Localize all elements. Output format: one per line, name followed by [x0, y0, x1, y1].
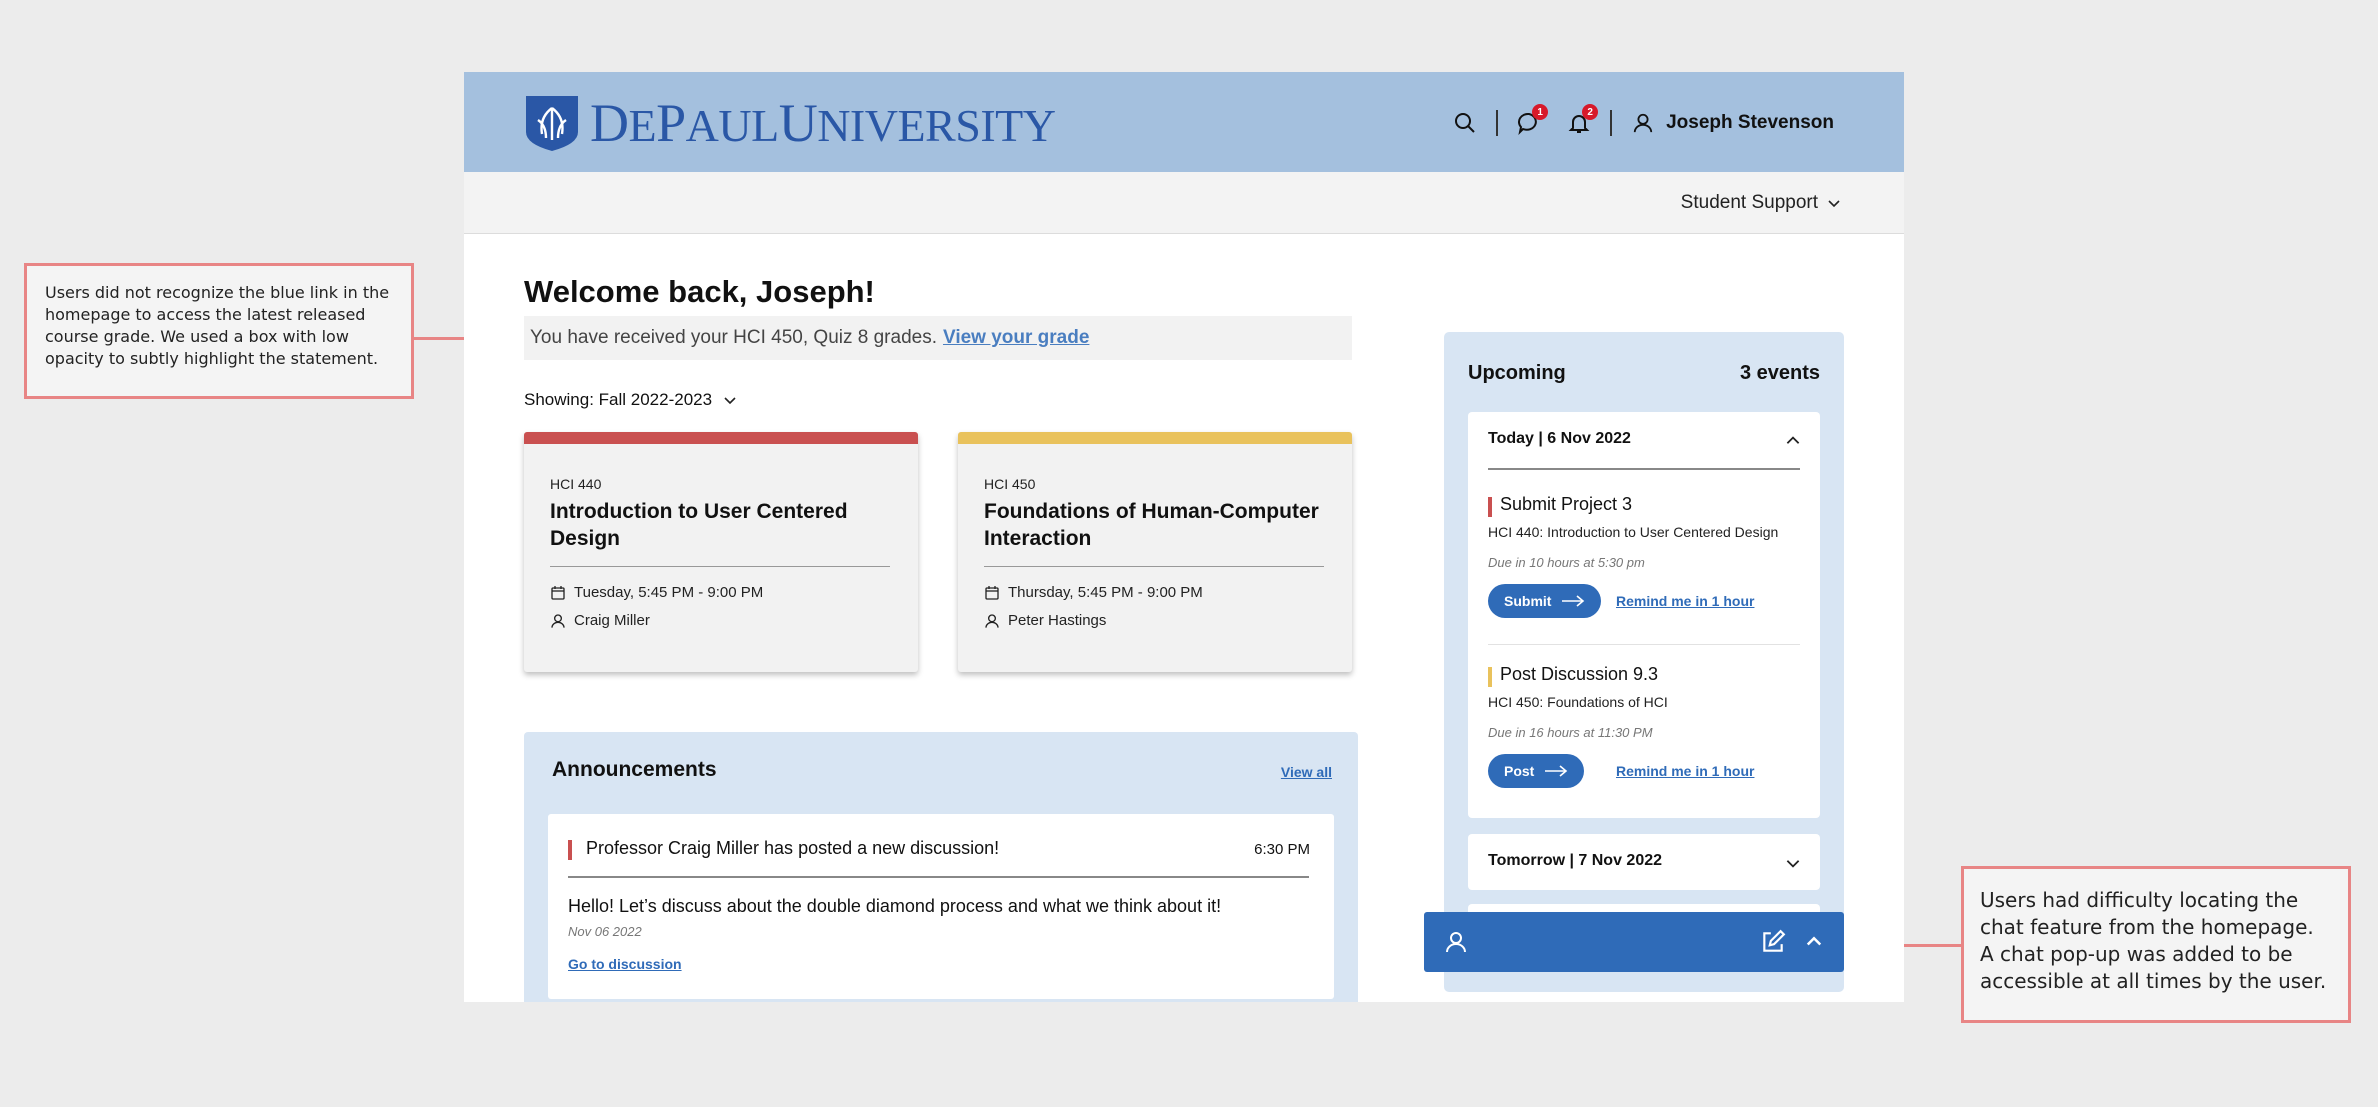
calendar-icon [984, 585, 1000, 601]
event-title: Post Discussion 9.3 [1500, 664, 1659, 684]
announcement-message: Hello! Let’s discuss about the double diamond process and what we think about it! [568, 896, 1222, 916]
page-title: Welcome back, Joseph! [524, 274, 875, 309]
announcement-title: Professor Craig Miller has posted a new discussion! [586, 838, 1000, 858]
arrow-right-icon [1561, 595, 1585, 607]
chevron-up-icon[interactable] [1804, 932, 1824, 952]
announcement-marker [568, 840, 572, 860]
course-title: Introduction to User Centered Design [550, 500, 848, 550]
upcoming-panel [1444, 332, 1844, 992]
announcement-card [548, 814, 1334, 999]
chat-popup-bar[interactable] [1424, 912, 1844, 972]
divider [550, 566, 890, 567]
event-course: HCI 440: Introduction to User Centered Design [1488, 524, 1779, 540]
course-schedule [984, 584, 1203, 601]
term-label: Showing: Fall 2022-2023 [524, 390, 713, 409]
course-title: Foundations of Human-Computer Interaction [984, 500, 1319, 550]
header-divider [1610, 110, 1612, 136]
view-all-link[interactable]: View all [1280, 764, 1332, 780]
chevron-down-icon [1784, 854, 1802, 872]
post-label: Post [1504, 763, 1535, 779]
event-item [1488, 494, 1800, 634]
submit-button[interactable] [1488, 584, 1601, 618]
go-to-discussion-link[interactable]: Go to discussion [568, 956, 682, 972]
chevron-up-icon[interactable] [1784, 432, 1802, 450]
notifications-badge: 2 [1582, 104, 1598, 120]
event-course: HCI 450: Foundations of HCI [1488, 694, 1668, 710]
instructor-name: Peter Hastings [1008, 612, 1107, 629]
view-grade-link[interactable]: View your grade [942, 327, 1090, 348]
post-button[interactable] [1488, 754, 1584, 788]
top-header [464, 72, 1904, 172]
shield-logo-icon [524, 94, 580, 152]
announcements-panel [524, 732, 1358, 1002]
schedule-text: Thursday, 5:45 PM - 9:00 PM [1008, 584, 1203, 601]
grade-notice-text: You have received your HCI 450, Quiz 8 grades. [530, 327, 937, 348]
course-code: HCI 440 [550, 476, 602, 492]
search-icon [1453, 111, 1477, 135]
event-due: Due in 16 hours at 11:30 PM [1488, 725, 1653, 740]
event-marker [1488, 667, 1492, 687]
calendar-icon [550, 585, 566, 601]
notifications-button[interactable] [1564, 108, 1594, 138]
upcoming-count: 3 events [1739, 362, 1820, 384]
course-instructor [984, 612, 1106, 629]
divider [1488, 468, 1800, 470]
divider [568, 876, 1309, 878]
remind-me-link[interactable]: Remind me in 1 hour [1616, 593, 1755, 609]
app-page [464, 72, 1904, 1002]
grade-notice [524, 316, 1352, 360]
event-due: Due in 10 hours at 5:30 pm [1488, 555, 1645, 570]
course-code: HCI 450 [984, 476, 1036, 492]
chevron-down-icon [722, 392, 738, 408]
user-icon [984, 613, 1000, 629]
divider [984, 566, 1324, 567]
user-icon [550, 613, 566, 629]
messages-badge: 1 [1532, 104, 1548, 120]
tomorrow-section[interactable] [1468, 834, 1820, 890]
user-name[interactable]: Joseph Stevenson [1666, 112, 1834, 133]
annotation-grade-highlight: Users did not recognize the blue link in the homepage to access the latest released course grade. We used a box with low opacity to subtly highlight the statement. [24, 263, 414, 399]
user-icon[interactable] [1444, 930, 1468, 954]
announcement-date: Nov 06 2022 [568, 924, 642, 939]
university-logo[interactable] [524, 94, 1055, 152]
announcements-title: Announcements [552, 758, 717, 781]
annotation-chat-popup: Users had difficulty locating the chat feature from the homepage. A chat pop-up was added to be accessible at all times by the user. [1961, 866, 2351, 1023]
event-marker [1488, 497, 1492, 517]
student-support-dropdown[interactable] [1681, 192, 1842, 214]
instructor-name: Craig Miller [574, 612, 650, 629]
today-label[interactable]: Today | 6 Nov 2022 [1488, 430, 1631, 447]
header-actions [1450, 108, 1834, 138]
announcement-time: 6:30 PM [1254, 841, 1310, 858]
course-instructor [550, 612, 650, 629]
profile-button[interactable] [1628, 108, 1658, 138]
tomorrow-label: Tomorrow | 7 Nov 2022 [1488, 852, 1663, 869]
term-selector[interactable] [524, 390, 738, 410]
course-color-stripe [524, 432, 918, 444]
student-support-label: Student Support [1680, 192, 1818, 213]
submit-label: Submit [1504, 593, 1552, 609]
event-title: Submit Project 3 [1500, 494, 1633, 514]
secondary-nav [464, 172, 1904, 234]
divider [1488, 644, 1800, 645]
course-card[interactable] [524, 432, 918, 672]
course-card[interactable] [958, 432, 1352, 672]
today-section [1468, 412, 1820, 818]
edit-icon[interactable] [1760, 929, 1786, 955]
course-color-stripe [958, 432, 1352, 444]
course-schedule [550, 584, 763, 601]
arrow-right-icon [1544, 765, 1568, 777]
messages-button[interactable] [1514, 108, 1544, 138]
search-button[interactable] [1450, 108, 1480, 138]
remind-me-link[interactable]: Remind me in 1 hour [1616, 763, 1755, 779]
user-icon [1632, 112, 1654, 134]
logo-wordmark: DEPAULUNIVERSITY [590, 93, 1056, 153]
schedule-text: Tuesday, 5:45 PM - 9:00 PM [574, 584, 764, 601]
chevron-down-icon [1826, 195, 1842, 211]
event-item [1488, 664, 1800, 804]
upcoming-title: Upcoming [1468, 362, 1566, 384]
header-divider [1496, 110, 1498, 136]
